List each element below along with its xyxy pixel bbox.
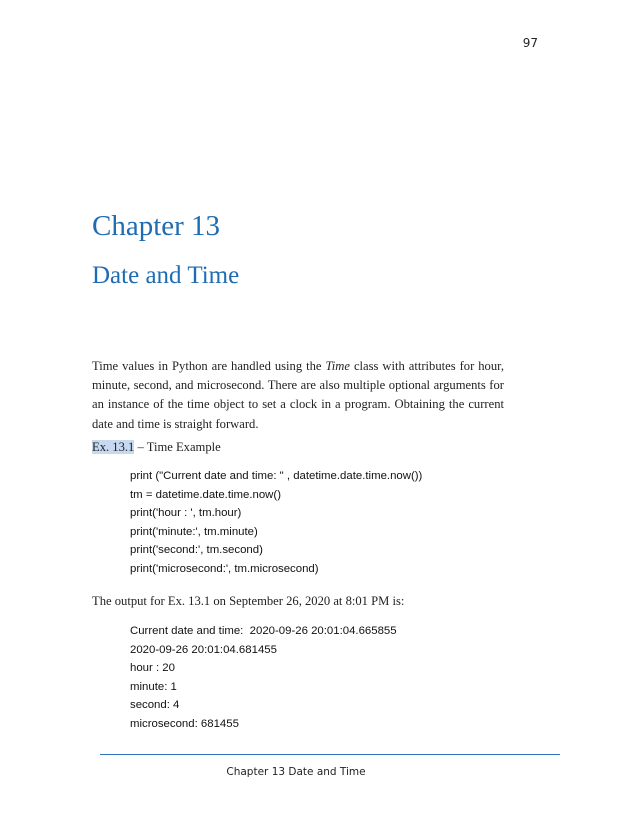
code-line: print('microsecond:', tm.microsecond) (130, 562, 319, 575)
chapter-title: Chapter 13 (92, 210, 221, 242)
code-block (130, 467, 422, 579)
code-line: print('minute:', tm.minute) (130, 525, 258, 538)
example-caption-text: – Time Example (134, 440, 221, 454)
footer-text: Chapter 13 Date and Time (226, 766, 366, 778)
output-line: microsecond: 681455 (130, 717, 239, 730)
example-caption (92, 440, 221, 455)
intro-text-end: class with attributes for hour, minute, second, and microsecond. There are also multiple optional arguments for an instance of the time object to set a clock in a program. Obtaining the current date and time is straight forward. (92, 359, 504, 431)
code-line: print ("Current date and time: " , datetime.date.time.now()) (130, 470, 423, 482)
code-line: print('second:', tm.second) (130, 544, 263, 557)
page-number: 97 (522, 36, 538, 50)
output-line: Current date and time: 2020-09-26 20:01:04.665855 (130, 625, 397, 637)
output-block (130, 622, 397, 734)
output-line: hour : 20 (130, 662, 175, 675)
footer-divider (100, 754, 560, 755)
time-class-term: Time (325, 359, 350, 373)
intro-paragraph (92, 357, 504, 434)
output-line: second: 4 (130, 699, 180, 712)
output-line: 2020-09-26 20:01:04.681455 (130, 643, 277, 656)
output-intro: The output for Ex. 13.1 on September 26, 2020 at 8:01 PM is: (92, 594, 405, 608)
intro-text-start: Time values in Python are handled using the (92, 359, 326, 373)
code-line: print('hour : ', tm.hour) (130, 507, 242, 520)
example-label: Ex. 13.1 (92, 440, 135, 454)
code-line: tm = datetime.date.time.now() (130, 488, 281, 501)
chapter-subtitle: Date and Time (92, 262, 240, 289)
output-line: minute: 1 (130, 680, 177, 693)
